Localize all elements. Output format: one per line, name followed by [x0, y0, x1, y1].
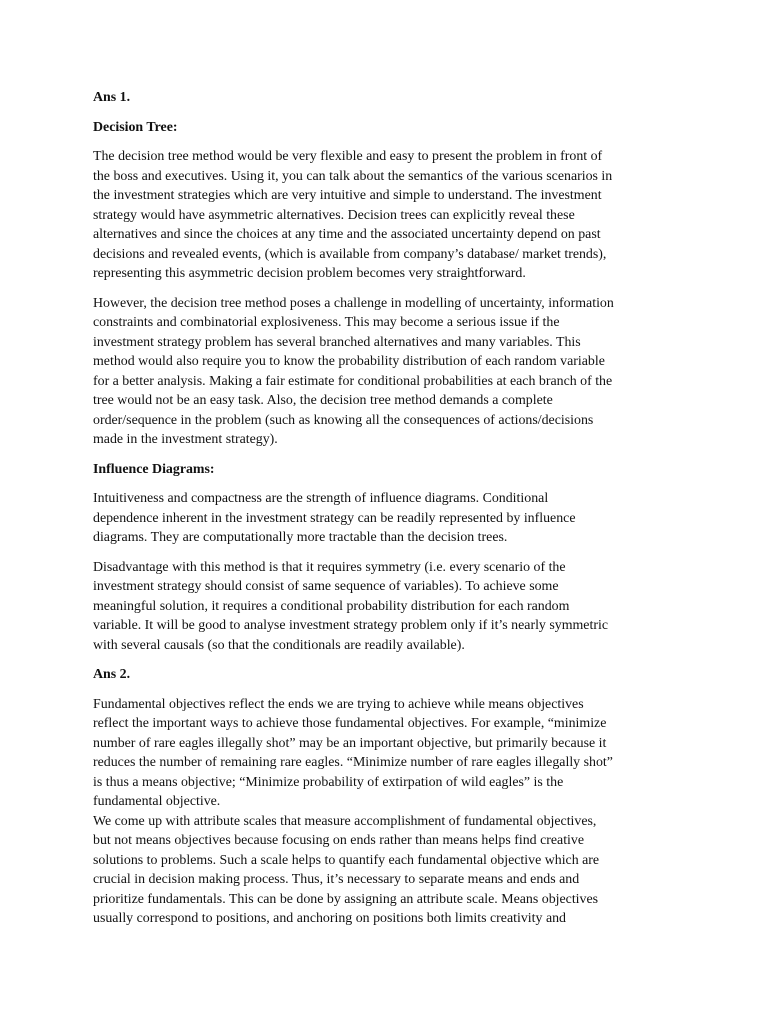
- text-line: reduces the number of remaining rare eagles. “Minimize number of rare eagles illegally shot”: [93, 755, 613, 770]
- ans2-paragraph-1: [93, 695, 675, 812]
- text-line: meaningful solution, it requires a conditional probability distribution for each random: [93, 598, 570, 614]
- text-line: number of rare eagles illegally shot” may be an important objective, but primarily because it: [93, 735, 607, 751]
- text-line: Disadvantage with this method is that it requires symmetry (i.e. every scenario of the: [93, 559, 566, 575]
- heading-text: Decision Tree:: [93, 119, 178, 135]
- text-line: investment strategy should consist of same sequence of variables). To achieve some: [93, 579, 559, 594]
- text-line: We come up with attribute scales that measure accomplishment of fundamental objectives,: [93, 813, 597, 829]
- influence-diagrams-heading: [93, 460, 675, 480]
- text-line: diagrams. They are computationally more tractable than the decision trees.: [93, 530, 508, 545]
- heading-text: Ans 2.: [93, 667, 131, 682]
- decision-tree-paragraph-2: [93, 294, 675, 450]
- text-line: variable. It will be good to analyse investment strategy problem only if it’s nearly symmetric: [93, 618, 608, 633]
- text-line: order/sequence in the problem (such as knowing all the consequences of actions/decisions: [93, 412, 594, 428]
- ans2-heading: [93, 665, 675, 685]
- text-line: representing this asymmetric decision problem becomes very straightforward.: [93, 266, 526, 281]
- text-line: The decision tree method would be very flexible and easy to present the problem in front of: [93, 149, 603, 164]
- text-line: Fundamental objectives reflect the ends we are trying to achieve while means objectives: [93, 696, 584, 712]
- influence-diagrams-paragraph-1: [93, 489, 675, 548]
- decision-tree-paragraph-1: [93, 147, 675, 284]
- text-line: is thus a means objective; “Minimize probability of extirpation of wild eagles” is the: [93, 774, 564, 790]
- decision-tree-heading: [93, 118, 675, 138]
- text-line: Intuitiveness and compactness are the strength of influence diagrams. Conditional: [93, 491, 549, 506]
- text-line: However, the decision tree method poses a challenge in modelling of uncertainty, information: [93, 295, 614, 311]
- text-line: usually correspond to positions, and anchoring on positions both limits creativity and: [93, 911, 566, 926]
- text-line: for a better analysis. Making a fair estimate for conditional probabilities at each branch of the: [93, 373, 613, 389]
- text-line: with several causals (so that the conditionals are readily available).: [93, 637, 465, 653]
- text-line: fundamental objective.: [93, 794, 221, 809]
- influence-diagrams-paragraph-2: [93, 558, 675, 656]
- text-line: prioritize fundamentals. This can be done by assigning an attribute scale. Means objectives: [93, 891, 599, 907]
- text-line: strategy would have asymmetric alternatives. Decision trees can explicitly reveal these: [93, 207, 575, 223]
- ans1-heading: [93, 88, 675, 108]
- text-line: method would also require you to know the probability distribution of each random variable: [93, 354, 605, 369]
- heading-text: Influence Diagrams:: [93, 461, 215, 477]
- text-line: solutions to problems. Such a scale helps to quantify each fundamental objective which are: [93, 852, 600, 868]
- text-line: reflect the important ways to achieve those fundamental objectives. For example, “minimize: [93, 716, 607, 731]
- text-line: alternatives and since the choices at any time and the associated uncertainty depend on past: [93, 227, 601, 242]
- text-line: but not means objectives because focusing on ends rather than means helps find creative: [93, 833, 585, 848]
- text-line: dependence inherent in the investment strategy can be readily represented by influence: [93, 510, 576, 526]
- text-line: constraints and combinatorial explosiveness. This may become a serious issue if the: [93, 315, 560, 330]
- text-line: made in the investment strategy).: [93, 432, 278, 447]
- heading-text: Ans 1.: [93, 90, 131, 105]
- text-line: crucial in decision making process. Thus, it’s necessary to separate means and ends and: [93, 872, 580, 887]
- text-line: the boss and executives. Using it, you can talk about the semantics of the various scenarios in: [93, 168, 613, 184]
- ans2-paragraph-2: [93, 812, 675, 929]
- text-line: the investment strategies which are very intuitive and simple to understand. The investment: [93, 188, 602, 203]
- text-line: investment strategy problem has several branched alternatives and many variables. This: [93, 334, 581, 350]
- text-line: decisions and revealed events, (which is available from company’s database/ market trends),: [93, 246, 607, 262]
- text-line: tree would not be an easy task. Also, the decision tree method demands a complete: [93, 393, 553, 408]
